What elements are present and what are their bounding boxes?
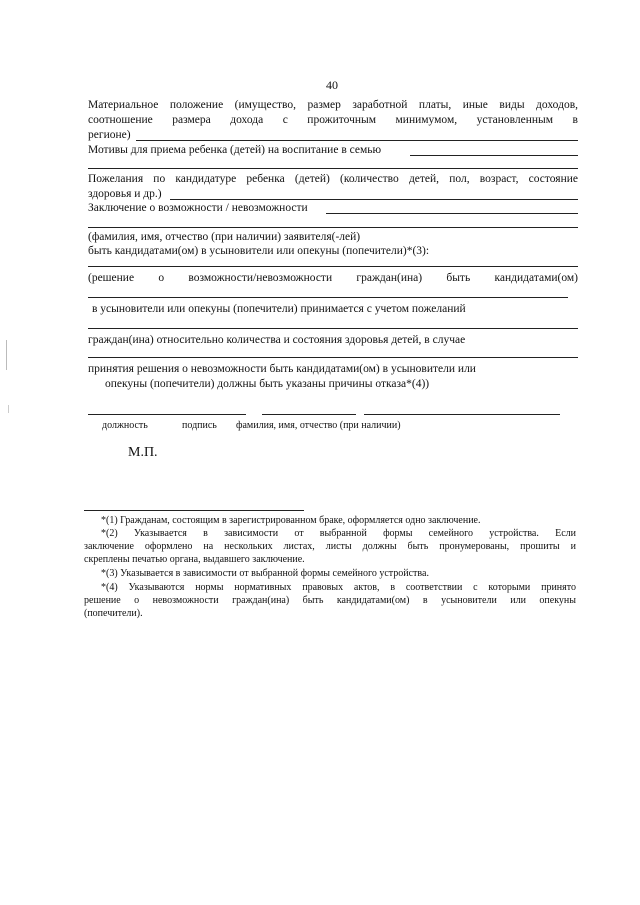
stamp-label: М.П. [128, 445, 158, 460]
applicant-hint: (фамилия, имя, отчество (при наличии) заявителя(-лей) [88, 231, 361, 243]
candidate-fill-line [88, 266, 578, 267]
material-line-3: регионе) [88, 129, 131, 141]
conclusion-fill-line [326, 213, 578, 214]
decision-line-3: граждан(ина) относительно количества и состояния здоровья детей, в случае [88, 334, 466, 346]
decision-fill-line-1 [88, 297, 568, 298]
signature-line-position [88, 414, 246, 415]
footnote-3: *(3) Указывается в зависимости от выбранной формы семейного устройства. [101, 568, 429, 579]
motives-fill-line-2 [88, 168, 578, 169]
decision-fill-line-3 [88, 357, 578, 358]
conclusion-label: Заключение о возможности / невозможности [88, 202, 308, 214]
footnote-4-line-1: *(4) Указываются нормы нормативных правовых актов, в соответствии с которыми принято [101, 582, 576, 593]
footnote-2-line-2: заключение оформлено на нескольких листах, листы должны быть пронумерованы, прошиты и [84, 541, 576, 552]
scan-margin-mark [6, 340, 7, 370]
footnote-4-line-3: (попечители). [84, 608, 143, 619]
signature-line-sign [262, 414, 356, 415]
footnote-2-line-3: скреплены печатью органа, выдавшего заключение. [84, 554, 305, 565]
signature-name-label: фамилия, имя, отчество (при наличии) [236, 420, 401, 431]
material-line-1: Материальное положение (имущество, размер заработной платы, иные виды доходов, [88, 99, 578, 111]
decision-line-1: (решение о возможности/невозможности граждан(ина) быть кандидатами(ом) [88, 272, 578, 284]
signature-position-label: должность [102, 420, 148, 431]
wishes-line-2: здоровья и др.) [88, 188, 162, 200]
page-number: 40 [326, 78, 338, 92]
conclusion-fill-line-2 [88, 227, 578, 228]
footnote-2-line-1: *(2) Указывается в зависимости от выбранной формы семейного устройства. Если [101, 528, 576, 539]
decision-line-2: в усыновители или опекуны (попечители) принимается с учетом пожеланий [92, 303, 466, 315]
footnote-separator [84, 510, 304, 511]
footnote-1: *(1) Гражданам, состоящим в зарегистрированном браке, оформляется одно заключение. [101, 515, 481, 526]
motives-label: Мотивы для приема ребенка (детей) на воспитание в семью [88, 144, 382, 156]
wishes-line-1: Пожелания по кандидатуре ребенка (детей) (количество детей, пол, возраст, состояние [88, 173, 578, 185]
wishes-fill-line [170, 199, 578, 200]
signature-sign-label: подпись [182, 420, 217, 431]
decision-line-4: принятия решения о невозможности быть кандидатами(ом) в усыновители или [88, 363, 476, 375]
candidate-line: быть кандидатами(ом) в усыновители или опекуны (попечители)*(3): [88, 245, 430, 257]
decision-line-5: опекуны (попечители) должны быть указаны причины отказа*(4)) [105, 378, 430, 390]
scan-margin-tick [8, 405, 9, 413]
material-fill-line [136, 140, 578, 141]
motives-fill-line [410, 155, 578, 156]
signature-line-name [364, 414, 560, 415]
material-line-2: соотношение размера дохода с прожиточным минимумом, установленным в [88, 114, 578, 126]
footnote-4-line-2: решение о невозможности граждан(ина) быть кандидатами(ом) в усыновители или опекуны [84, 595, 576, 606]
decision-fill-line-2 [88, 328, 578, 329]
